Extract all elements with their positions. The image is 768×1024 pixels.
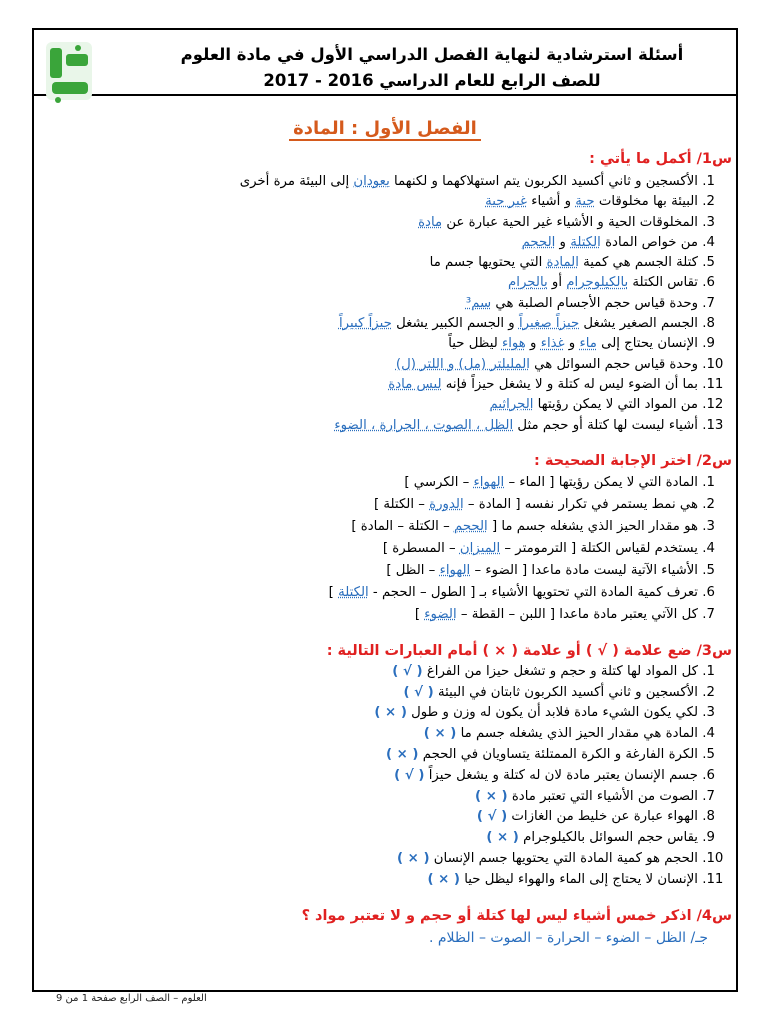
q1-item-text: الجسم الصغير يشغل [579,316,698,332]
q3-item-text: الهواء عبارة عن خليط من الغازات [507,809,698,825]
q2-item-text: – الكرسي ] [404,474,474,490]
q1-item-text: تقاس الكتلة [628,275,698,291]
q3-item-mark: ( × ) [385,747,419,763]
q2-item [34,516,698,538]
q1-item [34,253,698,273]
q3-item-text: الإنسان لا يحتاج إلى الماء والهواء ليظل حيا [460,871,698,887]
q1-item-text: المخلوقات الحية و الأشياء غير الحية عبارة عن [442,214,698,230]
q1-item-text: بما أن الضوء ليس له كتلة و لا يشغل حيزاً فإنه [441,376,698,392]
q4-answer: جـ/ الظل – الضوء – الحرارة – الصوت – الظلام . [428,929,708,946]
q2-item [34,494,698,516]
q2-item [34,604,698,626]
q2-item-text: كل الآتي يعتبر مادة ماعدا [ اللبن – القطة – [456,606,698,622]
q3-item [34,849,698,870]
q3-item-text: يقاس حجم السوائل بالكيلوجرام [518,830,698,846]
q1-item [34,294,698,314]
q2-item [34,560,698,582]
q1-item-answer: بالجرام [508,275,548,291]
q2-item-answer: الهواء [473,474,505,490]
q3-item [34,724,698,745]
title-line-2: للصف الرابع للعام الدراسي 2016 - 2017 [263,71,601,90]
q3-item-text: لكي يكون الشيء مادة فلابد أن يكون له وزن و طول [406,705,698,721]
q3-heading: س3/ ضع علامة ( √ ) أو علامة ( × ) أمام العبارات التالية : [326,642,732,659]
q1-item-text: أشياء ليست لها كتلة أو حجم مثل [513,417,698,433]
q1-item-text: من خواص المادة [600,234,698,250]
q1-item-text: التي يحتويها جسم ما [429,255,547,271]
q3-item [34,703,698,724]
worksheet-content [34,96,736,990]
q3-item-mark: ( √ ) [476,809,508,825]
unit-title: الفصل الأول : المادة [34,118,736,148]
q1-item-answer: يعودان [353,174,390,189]
q2-item-text: هي نمط يستمر في تكرار نفسه [ المادة – [463,496,698,512]
q1-item-answer: ليس مادة [388,376,442,392]
q2-item [34,582,698,604]
q3-list [34,662,736,891]
q1-item-text: كتلة الجسم هي كمية [578,255,698,271]
q2-item-text: – الكتلة ] [373,496,430,512]
q1-item-answer: غير حية [485,194,527,210]
q1-item [34,314,698,334]
q1-item-answer: الجراثيم [489,397,534,413]
q1-item-text: الإنسان يحتاج إلى [596,336,698,352]
q2-heading: س2/ اختر الإجابة الصحيحة : [534,452,732,469]
q2-item-answer: الضوء [424,606,457,622]
q1-item [34,395,698,415]
q1-item [34,273,698,293]
q3-item-mark: ( × ) [427,871,460,887]
page-footer: العلوم – الصف الرابع صفحة 1 من 9 [56,993,207,1004]
title-line-1: أسئلة استرشادية لنهاية الفصل الدراسي الأول في مادة العلوم [180,45,684,64]
q1-heading: س1/ أكمل ما يأتي : [589,151,732,167]
q1-item-answer: حية [575,194,595,210]
q2-item-answer: الهواء [439,562,471,578]
q2-item-text: الأشياء الآتية ليست مادة ماعدا [ الضوء – [470,562,698,578]
q2-item-text: ] [414,606,425,622]
q3-item-mark: ( × ) [423,726,457,742]
q1-item-answer: هواء [501,336,526,352]
q1-item-text: و [555,234,571,250]
q1-item-answer: سم³ [465,295,492,311]
q1-item [34,172,698,192]
q1-item-text: و [564,336,580,352]
page-header [34,30,736,96]
q1-item [34,192,698,212]
q1-item [34,334,698,354]
q3-item-text: الصوت من الأشياء التي تعتبر مادة [507,788,698,804]
q1-item-text: أو [547,275,567,291]
q2-item-text: – الظل ] [386,562,440,578]
q1-item-answer: بالكيلوجرام [566,275,629,291]
q1-item-answer: المليلتر (مل) و اللتر (ل) [395,356,530,372]
q1-item-answer: الكتلة [570,234,601,250]
q2-item-text: يستخدم لقياس الكتلة [ الترمومتر – [500,540,698,556]
q2-item-answer: الدورة [429,496,464,512]
q2-item-text: ] [328,584,339,600]
q2-item [34,538,698,560]
page-title [152,42,712,94]
q1-item-answer: حيزاً كبيراً [338,316,392,332]
q3-item-mark: ( √ ) [403,684,434,700]
q3-item [34,807,698,828]
q1-item [34,355,698,375]
q3-item-text: كل المواد لها كتلة و حجم و تشغل حيزا من الفراغ [422,663,698,679]
q1-item [34,213,698,233]
q3-item-mark: ( × ) [486,830,519,846]
q2-item-text: هو مقدار الحيز الذي يشغله جسم ما [ [487,518,698,534]
q3-item [34,683,698,704]
q2-list [34,472,736,626]
q3-item-mark: ( × ) [475,788,508,804]
q1-item-answer: الظل ، الصوت ، الحرارة ، الضوء [334,417,514,433]
q1-item-text: ليظل حياً [448,336,502,352]
q1-item-text: و [525,336,541,352]
q1-item [34,375,698,395]
q1-item-text: وحدة قياس حجم الأجسام الصلبة هي [491,295,698,311]
q3-item-text: الكرة الفارغة و الكرة الممتلئة يتساويان في الحجم [418,747,698,763]
q3-item [34,745,698,766]
q1-item-text: من المواد التي لا يمكن رؤيتها [533,397,698,413]
q3-item-mark: ( √ ) [392,663,423,679]
q2-item-answer: الميزان [459,540,501,556]
q1-item-text: البيئة بها مخلوقات [594,194,698,210]
q1-item-answer: حيزاً صغيراً [518,316,580,332]
q2-item-text: تعرف كمية المادة التي تحتويها الأشياء بـ [ الطول – الحجم - [368,584,698,600]
q1-item-text: و أشياء [526,194,576,210]
q2-item-answer: الحجم [453,518,488,534]
q1-item-answer: غذاء [540,336,565,352]
q4-heading: س4/ اذكر خمس أشياء ليس لها كتلة أو حجم و لا تعتبر مواد ؟ [301,907,732,924]
q1-item [34,233,698,253]
q3-item-text: الأكسجين و ثاني أكسيد الكربون ثابتان في البيئة [433,684,698,700]
q1-item-answer: الحجم [521,234,556,250]
q2-item-text: – الكتلة – المادة ] [351,518,454,534]
q1-item-text: و الجسم الكبير يشغل [391,316,519,332]
q1-item-text: الأكسجين و ثاني أكسيد الكربون يتم استهلاكهما و لكنهما [389,174,698,189]
q3-item-mark: ( √ ) [394,767,425,783]
q2-item-text: المادة التي لا يمكن رؤيتها [ الماء – [504,474,698,490]
q2-item [34,472,698,494]
q3-item [34,787,698,808]
q3-item-mark: ( × ) [396,851,430,867]
page-frame [32,28,738,992]
q3-item-mark: ( × ) [374,705,407,721]
q3-item [34,828,698,849]
q1-item-answer: مادة [418,214,443,230]
q1-list [34,172,736,436]
q1-item-text: وحدة قياس حجم السوائل هي [529,356,698,372]
q1-item [34,416,698,436]
q3-item-text: جسم الإنسان يعتبر مادة لان له كتلة و يشغل حيزاً [424,767,698,783]
q2-item-text: – المسطرة ] [382,540,460,556]
q3-item [34,662,698,683]
q3-item [34,870,698,891]
q1-item-answer: ماء [579,336,597,352]
q3-item-text: المادة هي مقدار الحيز الذي يشغله جسم ما [456,726,698,742]
q1-item-answer: المادة [546,255,579,271]
q1-item-text: إلى البيئة مرة أخرى [239,174,354,189]
q2-item-answer: الكتلة [338,584,369,600]
q3-item-text: الحجم هو كمية المادة التي يحتويها جسم الإنسان [429,851,698,867]
q3-item [34,766,698,787]
